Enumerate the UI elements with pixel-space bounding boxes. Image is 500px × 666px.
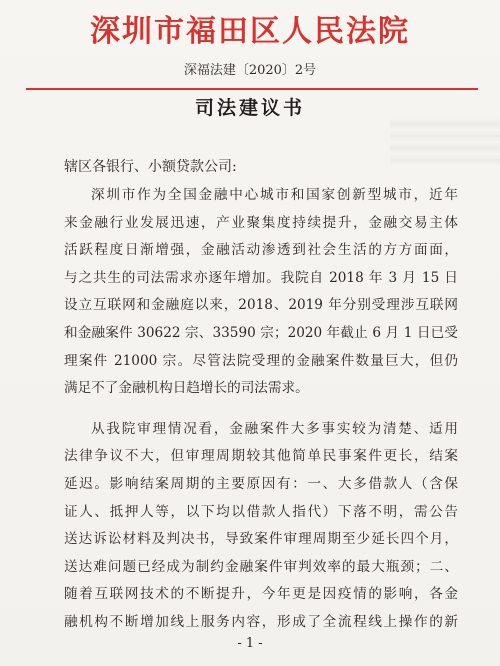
paragraph-1 [64, 182, 458, 403]
body-line: 法律争议不大，但审理周期较其他简单民事案件更长，结案 [64, 448, 458, 465]
court-name-header: 深圳市福田区人民法院 [90, 14, 410, 49]
body-line: 延迟。影响结案周期的主要原因有：一、大多借款人（含保 [64, 475, 458, 492]
body-line: 证人、抵押人等，以下均以借款人指代）下落不明，需公告 [64, 503, 458, 520]
body-line: 来金融行业发展迅速，产业聚集度持续提升，金融交易主体 [64, 214, 458, 231]
addressee-line: 辖区各银行、小额贷款公司: [64, 159, 237, 175]
page-number: - 1 - [237, 636, 263, 651]
body-line: 理案件 21000 宗。尽管法院受理的金融案件数量巨大，但仍 [64, 352, 458, 369]
body-line: 送达诉讼材料及判决书，导致案件审理周期至少延长四个月， [64, 531, 458, 548]
body-line: 从我院审理情况看，金融案件大多事实较为清楚、适用 [91, 420, 458, 437]
document-title: 司法建议书 [194, 97, 305, 119]
body-line: 融机构不断增加线上服务内容，形成了全流程线上操作的新 [64, 613, 458, 630]
body-line: 活跃程度日渐增强，金融活动渗透到社会生活的方方面面， [64, 242, 458, 259]
header-red-rule [26, 88, 478, 90]
body-line: 设立互联网和金融庭以来，2018、2019 年分别受理涉互联网 [64, 297, 458, 314]
body-line: 随着互联网技术的不断提升，今年更是因疫情的影响，各金 [64, 586, 458, 603]
paragraph-gap [64, 403, 458, 416]
body-line: 和金融案件 30622 宗、33590 宗；2020 年截止 6 月 1 日已受 [64, 324, 458, 341]
body-line: 与之共生的司法需求亦逐年增加。我院自 2018 年 3 月 15 日 [64, 269, 458, 286]
body-line: 满足不了金融机构日趋增长的司法需求。 [64, 380, 309, 397]
document-number: 深福法建〔2020〕2号 [183, 63, 317, 78]
body-line: 送达难问题已经成为制约金融案件审判效率的最大瓶颈；二、 [64, 558, 458, 575]
paragraph-2 [64, 416, 458, 637]
document-body [64, 182, 458, 637]
show-through-texture [390, 118, 500, 166]
body-line: 深圳市作为全国金融中心城市和国家创新型城市，近年 [91, 187, 458, 203]
